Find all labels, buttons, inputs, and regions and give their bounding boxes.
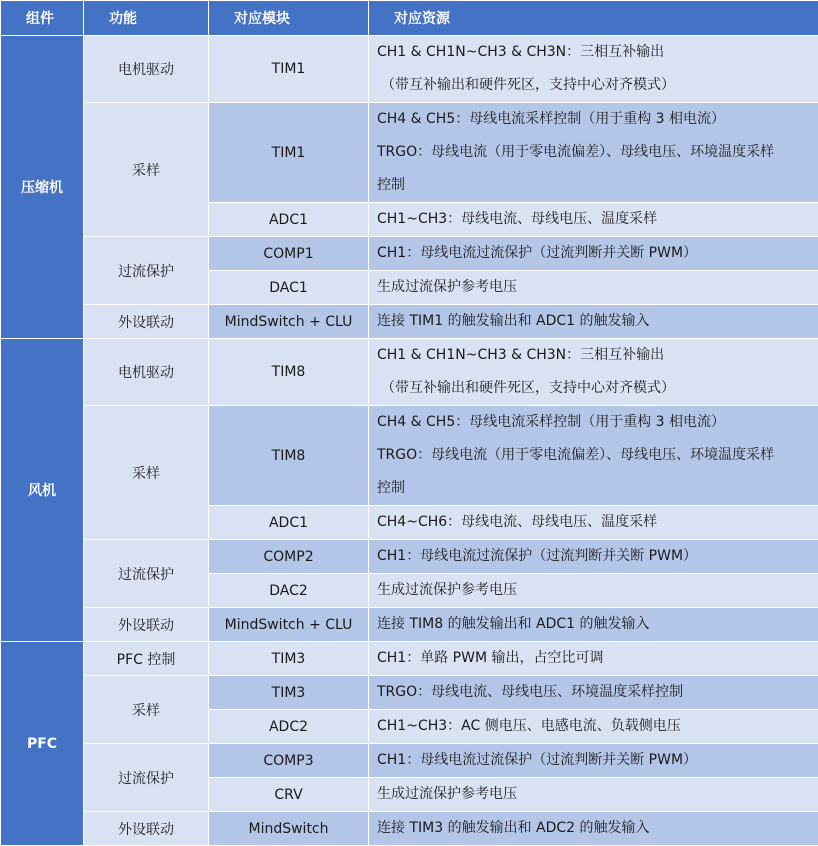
- resource-line: 连接 TIM1 的触发输出和 ADC1 的触发输入: [377, 305, 818, 338]
- function-cell: 电机驱动: [84, 339, 209, 406]
- function-cell: 采样: [84, 676, 209, 744]
- header-resource: 对应资源: [369, 1, 818, 36]
- table-row: [1, 339, 818, 406]
- resource-cell: [369, 574, 818, 608]
- resource-cell: [369, 642, 818, 676]
- resource-cell: [369, 103, 818, 203]
- function-cell: 外设联动: [84, 608, 209, 642]
- module-cell: COMP2: [209, 540, 369, 574]
- resource-line: CH1：母线电流过流保护（过流判断并关断 PWM）: [377, 237, 818, 270]
- table-row: [1, 305, 818, 339]
- function-cell: 过流保护: [84, 237, 209, 305]
- table-row: [1, 744, 818, 778]
- table-row: [1, 676, 818, 710]
- module-cell: ADC1: [209, 506, 369, 540]
- module-cell: TIM8: [209, 339, 369, 406]
- resource-line: CH4 & CH5：母线电流采样控制（用于重构 3 相电流）: [377, 406, 818, 439]
- table-row: [1, 237, 818, 271]
- resource-cell: [369, 744, 818, 778]
- function-cell: 过流保护: [84, 744, 209, 812]
- function-cell: 采样: [84, 406, 209, 540]
- table-row: [1, 36, 818, 103]
- resource-line: CH4~CH6：母线电流、母线电压、温度采样: [377, 506, 818, 539]
- module-cell: TIM3: [209, 642, 369, 676]
- function-cell: 外设联动: [84, 812, 209, 846]
- resource-cell: [369, 271, 818, 305]
- resource-line: CH1：母线电流过流保护（过流判断并关断 PWM）: [377, 744, 818, 777]
- module-cell: MindSwitch: [209, 812, 369, 846]
- resource-cell: [369, 608, 818, 642]
- module-cell: COMP1: [209, 237, 369, 271]
- resource-line: （带互补输出和硬件死区，支持中心对齐模式）: [377, 69, 818, 102]
- resource-cell: [369, 339, 818, 406]
- resource-line: 控制: [377, 472, 818, 505]
- resource-line: 控制: [377, 169, 818, 202]
- resource-cell: [369, 710, 818, 744]
- module-cell: TIM1: [209, 103, 369, 203]
- module-cell: CRV: [209, 778, 369, 812]
- module-cell: MindSwitch + CLU: [209, 608, 369, 642]
- resource-cell: [369, 305, 818, 339]
- resource-line: CH1~CH3：AC 侧电压、电感电流、负载侧电压: [377, 710, 818, 743]
- header-row: [1, 1, 818, 36]
- resource-line: （带互补输出和硬件死区，支持中心对齐模式）: [377, 372, 818, 405]
- table-body: [1, 36, 818, 846]
- module-cell: MindSwitch + CLU: [209, 305, 369, 339]
- module-cell: COMP3: [209, 744, 369, 778]
- function-cell: 电机驱动: [84, 36, 209, 103]
- resource-line: TRGO：母线电流（用于零电流偏差）、母线电压、环境温度采样: [377, 136, 818, 169]
- table-row: [1, 540, 818, 574]
- module-cell: ADC1: [209, 203, 369, 237]
- resource-cell: [369, 812, 818, 846]
- resource-line: 生成过流保护参考电压: [377, 271, 818, 304]
- table-row: [1, 608, 818, 642]
- module-cell: TIM3: [209, 676, 369, 710]
- function-cell: 外设联动: [84, 305, 209, 339]
- resource-cell: [369, 36, 818, 103]
- resource-line: 连接 TIM8 的触发输出和 ADC1 的触发输入: [377, 608, 818, 641]
- function-cell: PFC 控制: [84, 642, 209, 676]
- resource-line: CH4 & CH5：母线电流采样控制（用于重构 3 相电流）: [377, 103, 818, 136]
- component-cell: 风机: [1, 339, 84, 642]
- resource-cell: [369, 778, 818, 812]
- component-cell: 压缩机: [1, 36, 84, 339]
- header-function: 功能: [84, 1, 209, 36]
- module-cell: DAC1: [209, 271, 369, 305]
- resource-cell: [369, 676, 818, 710]
- resource-line: 生成过流保护参考电压: [377, 574, 818, 607]
- resource-line: CH1：母线电流过流保护（过流判断并关断 PWM）: [377, 540, 818, 573]
- header-module: 对应模块: [209, 1, 369, 36]
- resource-cell: [369, 506, 818, 540]
- resource-line: 生成过流保护参考电压: [377, 778, 818, 811]
- table-row: [1, 406, 818, 506]
- table-row: [1, 103, 818, 203]
- resource-line: CH1：单路 PWM 输出，占空比可调: [377, 642, 818, 675]
- module-cell: ADC2: [209, 710, 369, 744]
- table-row: [1, 642, 818, 676]
- resource-cell: [369, 406, 818, 506]
- function-cell: 过流保护: [84, 540, 209, 608]
- resource-cell: [369, 203, 818, 237]
- resource-line: TRGO：母线电流（用于零电流偏差）、母线电压、环境温度采样: [377, 439, 818, 472]
- function-cell: 采样: [84, 103, 209, 237]
- module-cell: DAC2: [209, 574, 369, 608]
- module-cell: TIM1: [209, 36, 369, 103]
- resource-line: CH1 & CH1N~CH3 & CH3N：三相互补输出: [377, 36, 818, 69]
- resource-line: CH1~CH3：母线电流、母线电压、温度采样: [377, 203, 818, 236]
- header-component: 组件: [1, 1, 84, 36]
- table-row: [1, 812, 818, 846]
- module-cell: TIM8: [209, 406, 369, 506]
- resource-cell: [369, 237, 818, 271]
- resource-line: CH1 & CH1N~CH3 & CH3N：三相互补输出: [377, 339, 818, 372]
- resource-cell: [369, 540, 818, 574]
- resource-line: TRGO：母线电流、母线电压、环境温度采样控制: [377, 676, 818, 709]
- component-cell: PFC: [1, 642, 84, 846]
- resource-line: 连接 TIM3 的触发输出和 ADC2 的触发输入: [377, 812, 818, 845]
